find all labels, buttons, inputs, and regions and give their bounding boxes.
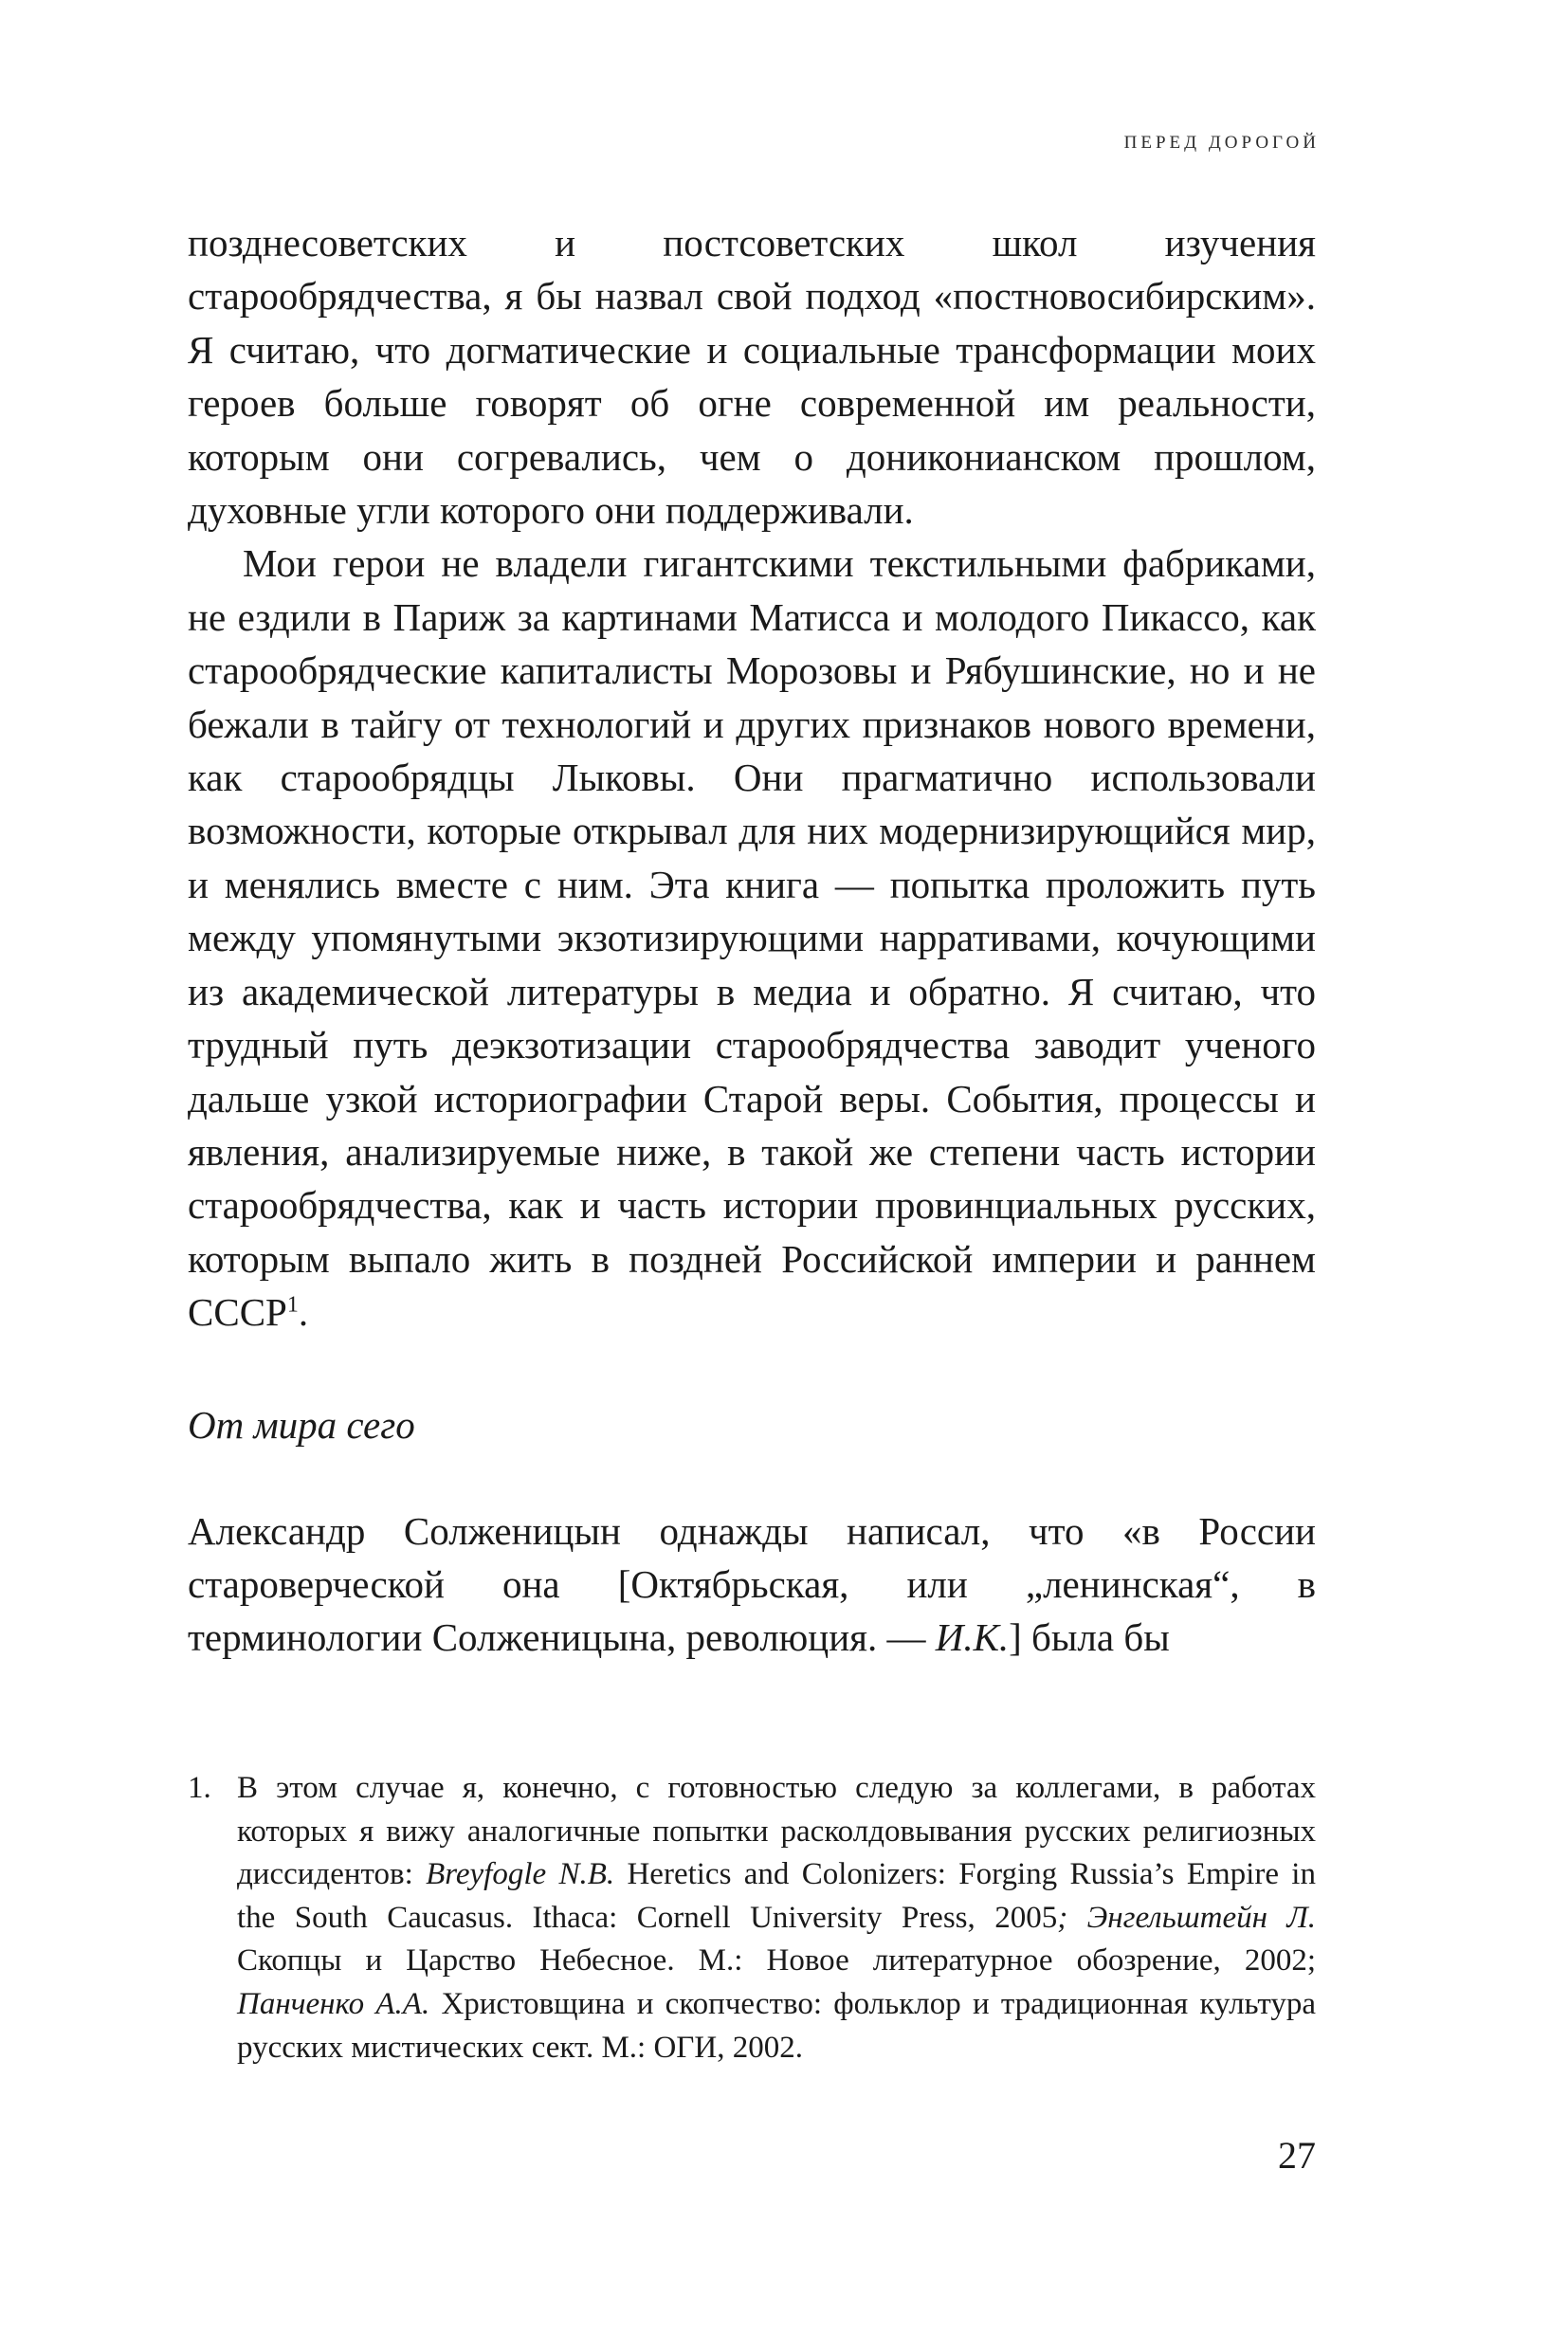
footnote-text-1: В этом случае я, конечно, с готовностью следую за коллегами, в работах которых я вижу аналогичные попытки расколдовывания русских религиозных диссидентов: — [237, 1771, 1316, 1892]
paragraph-2-text: Мои герои не владели гигантскими текстильными фабриками, не ездили в Париж за картинами Матисса и молодого Пикассо, как старообрядческие капиталисты Морозовы и Рябушинские, но и не бежали в тайгу от технологий и других признаков нового времени, как старообрядцы Лыковы. Они прагматично использовали возможности, которые открывал для них модернизирующийся мир, и менялись вместе с ним. Эта книга — попытка проложить путь между упомянутыми экзотизирующими нарративами, кочующими из академической литературы в медиа и обратно. Я считаю, что трудный путь деэкзотизации старообрядчества заводит ученого дальше узкой историографии Старой веры. События, процессы и явления, анализируемые ниже, в такой же степени часть истории старообрядчества, как и часть истории провинциальных русских, которым выпало жить в поздней Российской империи и раннем СССР — [188, 541, 1316, 1335]
footnote-author-2: Энгельштейн Л. — [1067, 1900, 1316, 1935]
footnote-text-4: Христовщина и скопчество: фольклор и традиционная культура русских мистических сект. М.: ОГИ, 2002. — [237, 1986, 1316, 2065]
footnote-author-3: Панченко А.А. — [237, 1986, 430, 2021]
footnote-author-1: Breyfogle N.B. — [426, 1857, 615, 1892]
footnotes — [188, 1767, 1316, 2069]
footnote-text — [237, 1767, 1316, 2069]
paragraph-2 — [188, 537, 1316, 1339]
footnote-item — [188, 1767, 1316, 2069]
footnote-reference[interactable]: 1 — [286, 1292, 299, 1318]
paragraph-2-end: . — [298, 1290, 309, 1335]
page-number: 27 — [1278, 2134, 1316, 2177]
paragraph-1: позднесоветских и постсоветских школ изучения старообрядчества, я бы назвал свой подход «постновосибирским». Я считаю, что догматические и социальные трансформации моих героев больше говорят об огне современной им реальности, которым они согревались, чем о дониконианском прошлом, духовные угли которого они поддерживали. — [188, 221, 1316, 533]
running-head: ПЕРЕД ДОРОГОЙ — [1123, 133, 1320, 153]
footnote-separator: ; — [1057, 1900, 1068, 1935]
footnote-text-2: Heretics and Colonizers: Forging Russia’s Empire in the South Caucasus. Ithaca: Cornell University Press, 2005 — [237, 1857, 1316, 1935]
footnote-number: 1. — [188, 1771, 211, 1805]
paragraph-3-text-a: Александр Солженицын однажды написал, что «в России староверческой она [Октябрьская, или „ленинская“, в терминологии Солженицына, революция. — — [188, 1508, 1316, 1660]
section-title: От мира сего — [188, 1402, 415, 1447]
author-initials: И.К. — [935, 1615, 1010, 1660]
paragraph-3-text-b: ] была бы — [1009, 1615, 1170, 1660]
footnote-text-3: Скопцы и Царство Небесное. М.: Новое литературное обозрение, 2002; — [237, 1943, 1316, 1978]
paragraph-3 — [188, 1504, 1316, 1665]
main-text — [188, 216, 1316, 1665]
